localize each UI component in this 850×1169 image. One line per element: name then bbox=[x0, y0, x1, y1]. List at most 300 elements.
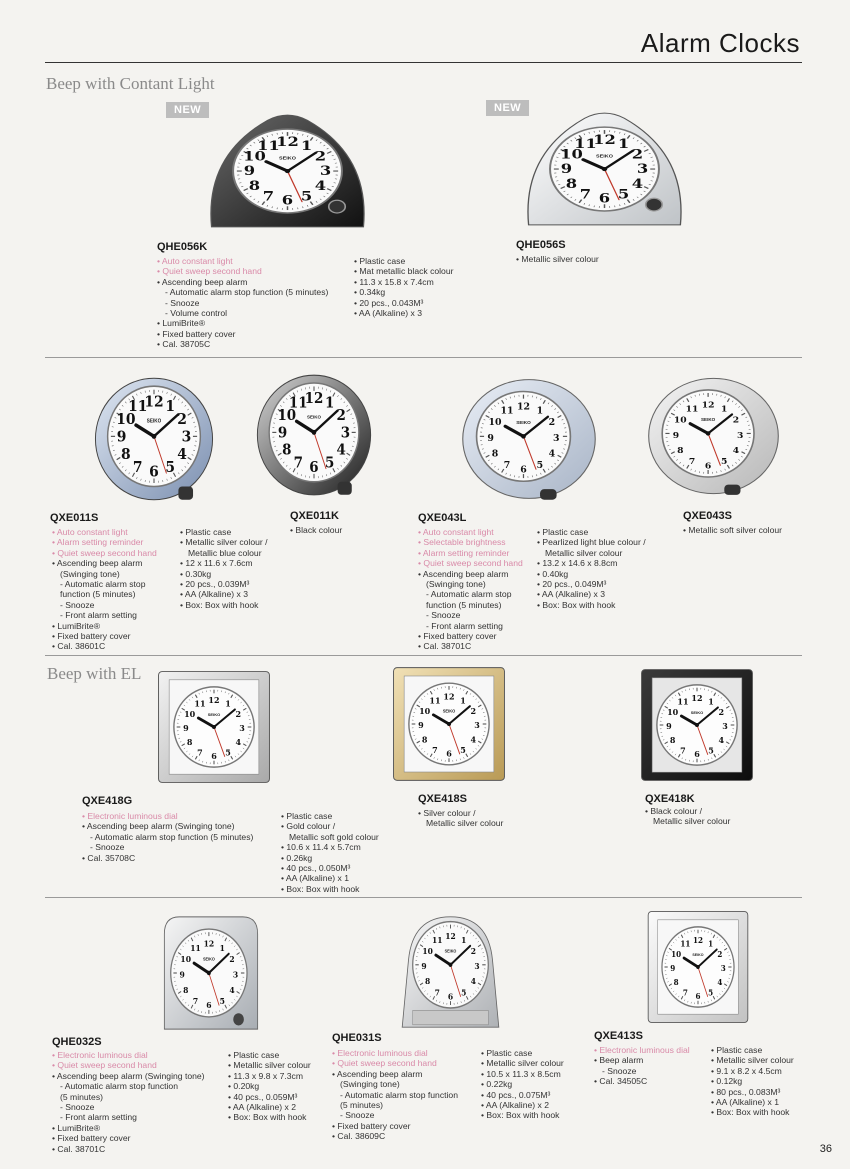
spec-line: • Metallic silver colour bbox=[711, 1055, 794, 1066]
dial-numeral: 8 bbox=[565, 176, 578, 192]
specs-QXE043S bbox=[683, 525, 782, 535]
section-rule bbox=[45, 655, 802, 656]
dial-numeral: 7 bbox=[579, 187, 592, 203]
spec-line: • 20 pcs., 0.039M³ bbox=[180, 579, 250, 590]
spec-line: • AA (Alkaline) x 3 bbox=[180, 589, 248, 600]
spec-line: • Plastic case bbox=[180, 527, 232, 537]
dial-numeral: 9 bbox=[418, 720, 424, 731]
spec-line: • Mat metallic black colour bbox=[354, 266, 454, 277]
spec-line: - Front alarm setting bbox=[426, 620, 503, 631]
spec-line: • 0.26kg bbox=[281, 852, 313, 863]
spec-line: • Auto constant light bbox=[52, 527, 128, 537]
dial-numeral: 1 bbox=[536, 405, 544, 417]
dial-numeral: 9 bbox=[421, 960, 427, 972]
dial-numeral: 7 bbox=[682, 987, 688, 998]
dial-numeral: 10 bbox=[488, 417, 502, 429]
specs-QXE011K bbox=[290, 525, 342, 535]
spec-line: • Plastic case bbox=[354, 256, 406, 266]
dial-numeral: 5 bbox=[708, 987, 714, 998]
dial-numeral: 7 bbox=[503, 460, 511, 471]
dial-numeral: 6 bbox=[598, 191, 611, 207]
spec-line: • Ascending beep alarm bbox=[157, 276, 248, 287]
spec-line: - Snooze bbox=[426, 610, 461, 621]
clock-image-QXE011K bbox=[255, 370, 373, 500]
spec-line: - Snooze bbox=[60, 1102, 95, 1113]
dial-numeral: 3 bbox=[722, 721, 728, 732]
spec-line: • 9.1 x 8.2 x 4.5cm bbox=[711, 1065, 782, 1076]
spec-line: • AA (Alkaline) x 3 bbox=[354, 308, 422, 319]
dial-numeral: 9 bbox=[666, 721, 672, 732]
dial-numeral: 11 bbox=[432, 934, 443, 946]
dial-numeral: 1 bbox=[708, 696, 714, 707]
brand-logo: SEIKO bbox=[279, 156, 296, 162]
spec-line: - Front alarm setting bbox=[60, 610, 137, 621]
spec-line: • Ascending beep alarm bbox=[418, 568, 509, 579]
spec-line: • Ascending beep alarm (Swinging tone) bbox=[52, 1070, 205, 1081]
dial-numeral: 6 bbox=[447, 990, 454, 1002]
spec-line: • Plastic case bbox=[281, 811, 333, 821]
dial-numeral: 12 bbox=[443, 691, 455, 702]
dial-numeral: 4 bbox=[732, 446, 740, 456]
features-QXE043L bbox=[418, 527, 523, 652]
dial-numeral: 8 bbox=[421, 734, 428, 745]
dial-numeral: 2 bbox=[718, 706, 725, 717]
spec-line: - Automatic alarm stop function bbox=[60, 1081, 178, 1092]
dial-numeral: 9 bbox=[183, 723, 189, 734]
dial-numeral: 8 bbox=[424, 975, 431, 987]
dial-numeral: 4 bbox=[229, 984, 235, 995]
spec-line: • Electronic luminous dial bbox=[594, 1045, 690, 1055]
spec-line: • 11.3 x 9.8 x 7.3cm bbox=[228, 1070, 303, 1081]
dial-numeral: 3 bbox=[474, 720, 480, 731]
spec-line: • Box: Box with hook bbox=[281, 883, 360, 894]
spec-line: - Automatic alarm stop function (5 minutes) bbox=[90, 831, 254, 842]
dial-numeral: 3 bbox=[319, 164, 332, 179]
spec-line: • Black colour / bbox=[645, 806, 702, 816]
dial-numeral: 11 bbox=[680, 939, 691, 949]
dial-numeral: 2 bbox=[235, 708, 242, 719]
spec-line: • 10.6 x 11.4 x 5.7cm bbox=[281, 842, 361, 853]
clock-image-QXE418G bbox=[155, 668, 273, 786]
dial-numeral: 12 bbox=[701, 400, 715, 411]
spec-line: • Plastic case bbox=[711, 1045, 763, 1055]
model-QHE056K: QHE056K bbox=[157, 241, 208, 253]
dial-numeral: 2 bbox=[314, 149, 327, 165]
dial-numeral: 9 bbox=[672, 430, 680, 441]
dial-numeral: 4 bbox=[470, 734, 477, 745]
spec-line: Metallic silver colour bbox=[545, 547, 623, 558]
spec-line: • Fixed battery cover bbox=[157, 328, 236, 339]
clock-image-QXE418S bbox=[390, 664, 508, 784]
dial-numeral: 12 bbox=[276, 134, 299, 150]
dial-numeral: 10 bbox=[116, 410, 136, 428]
spec-line: • Alarm setting reminder bbox=[418, 547, 510, 558]
spec-line: • AA (Alkaline) x 1 bbox=[281, 873, 349, 884]
spec-line: • 11.3 x 15.8 x 7.4cm bbox=[354, 276, 434, 287]
dial-numeral: 12 bbox=[516, 401, 531, 413]
brand-logo: SEIKO bbox=[307, 414, 321, 420]
spec-line: • 40 pcs., 0.059M³ bbox=[228, 1091, 298, 1102]
dial-numeral: 10 bbox=[184, 708, 196, 719]
clock-image-QHE056K bbox=[205, 105, 370, 232]
dial-numeral: 5 bbox=[225, 747, 231, 758]
dial-numeral: 3 bbox=[232, 968, 239, 980]
spec-line: • Pearlized light blue colour / bbox=[537, 537, 646, 548]
spec-line: • AA (Alkaline) x 3 bbox=[537, 589, 605, 600]
dial-numeral: 2 bbox=[732, 415, 740, 426]
dial-numeral: 8 bbox=[491, 448, 499, 460]
dial-numeral: 6 bbox=[309, 459, 319, 477]
dial-numeral: 5 bbox=[720, 457, 728, 468]
spec-line: • Box: Box with hook bbox=[180, 599, 259, 610]
spec-line: • 20 pcs., 0.043M³ bbox=[354, 297, 424, 308]
features-QHE031S bbox=[332, 1048, 458, 1142]
brand-logo: SEIKO bbox=[516, 419, 531, 425]
spec-line: • 0.20kg bbox=[228, 1081, 260, 1092]
dial-numeral: 11 bbox=[500, 405, 514, 417]
dial-numeral: 6 bbox=[694, 749, 700, 760]
spec-line: • 80 pcs., 0.083M³ bbox=[711, 1086, 781, 1097]
new-badge: NEW bbox=[166, 102, 209, 118]
spec-line: • Cal. 38701C bbox=[418, 641, 472, 652]
spec-line: • 12 x 11.6 x 7.6cm bbox=[180, 558, 253, 569]
dial-numeral: 1 bbox=[325, 394, 335, 412]
model-QXE011S: QXE011S bbox=[50, 512, 99, 524]
features-QXE413S bbox=[594, 1045, 690, 1087]
dial-numeral: 1 bbox=[225, 698, 231, 709]
dial-numeral: 11 bbox=[574, 136, 597, 152]
spec-line: • Ascending beep alarm (Swinging tone) bbox=[82, 821, 235, 832]
specs-QHE056K bbox=[354, 256, 453, 318]
dial-numeral: 1 bbox=[720, 404, 728, 415]
specs-QXE418G bbox=[281, 811, 379, 894]
spec-line: • Alarm setting reminder bbox=[52, 537, 144, 548]
dial-numeral: 3 bbox=[553, 433, 560, 444]
spec-line: Metallic blue colour bbox=[188, 547, 262, 558]
dial-numeral: 7 bbox=[434, 986, 440, 998]
spec-line: • LumiBrite® bbox=[157, 318, 206, 329]
dial-numeral: 12 bbox=[593, 132, 616, 148]
spec-line: - Automatic alarm stop bbox=[60, 579, 146, 590]
spec-line: • AA (Alkaline) x 2 bbox=[228, 1102, 296, 1113]
section-heading-beep-constant-light: Beep with Contant Light bbox=[46, 74, 215, 93]
dial-numeral: 6 bbox=[206, 999, 212, 1011]
dial-numeral: 12 bbox=[304, 390, 324, 407]
spec-line: Metallic soft gold colour bbox=[289, 831, 379, 842]
spec-line: • Silver colour / bbox=[418, 808, 476, 818]
specs-QHE032S bbox=[228, 1050, 311, 1123]
dial-numeral: 6 bbox=[281, 193, 294, 209]
spec-line: - Snooze bbox=[602, 1065, 637, 1076]
dial-numeral: 6 bbox=[149, 462, 159, 481]
dial-numeral: 3 bbox=[720, 963, 726, 974]
dial-numeral: 6 bbox=[704, 461, 712, 472]
dial-numeral: 9 bbox=[116, 427, 127, 446]
model-QXE011K: QXE011K bbox=[290, 510, 339, 522]
dial-numeral: 4 bbox=[336, 442, 346, 459]
spec-line: • Auto constant light bbox=[157, 256, 233, 266]
dial-numeral: 4 bbox=[314, 178, 327, 194]
specs-QHE031S bbox=[481, 1048, 564, 1121]
dial-numeral: 1 bbox=[461, 934, 467, 946]
spec-line: • Gold colour / bbox=[281, 821, 336, 832]
features-QHE056K bbox=[157, 256, 328, 350]
dial-numeral: 2 bbox=[470, 705, 477, 716]
dial-numeral: 1 bbox=[219, 942, 225, 953]
model-QXE413S: QXE413S bbox=[594, 1030, 643, 1042]
brand-logo: SEIKO bbox=[146, 419, 162, 425]
dial-numeral: 8 bbox=[669, 735, 676, 746]
dial-numeral: 1 bbox=[460, 695, 466, 706]
dial-numeral: 6 bbox=[520, 464, 527, 476]
dial-numeral: 1 bbox=[708, 939, 714, 949]
dial-numeral: 10 bbox=[419, 705, 431, 716]
dial-numeral: 12 bbox=[144, 392, 164, 411]
spec-line: • Metallic silver colour bbox=[516, 254, 599, 264]
spec-line: • 40 pcs., 0.050M³ bbox=[281, 863, 351, 874]
dial-numeral: 11 bbox=[257, 138, 280, 154]
page-title: Alarm Clocks bbox=[640, 28, 800, 58]
dial-numeral: 7 bbox=[262, 189, 275, 205]
spec-line: • Box: Box with hook bbox=[711, 1107, 790, 1118]
spec-line: • 0.22kg bbox=[481, 1079, 513, 1090]
model-QHE031S: QHE031S bbox=[332, 1032, 382, 1044]
spec-line: • Quiet sweep second hand bbox=[418, 558, 523, 569]
dial-numeral: 9 bbox=[243, 164, 256, 179]
dial-numeral: 5 bbox=[536, 460, 544, 471]
spec-line: • Beep alarm bbox=[594, 1055, 644, 1066]
dial-numeral: 10 bbox=[180, 953, 192, 965]
spec-line: • Electronic luminous dial bbox=[332, 1048, 428, 1058]
title-rule bbox=[45, 62, 802, 63]
section-rule bbox=[45, 357, 802, 358]
dial-numeral: 10 bbox=[673, 415, 687, 426]
clock-image-QXE418K bbox=[638, 666, 756, 784]
spec-line: • Quiet sweep second hand bbox=[332, 1058, 437, 1069]
spec-line: • Plastic case bbox=[481, 1048, 533, 1058]
spec-line: (5 minutes) bbox=[340, 1100, 383, 1111]
spec-line: • Ascending beep alarm bbox=[52, 558, 143, 569]
spec-line: • Cal. 38609C bbox=[332, 1131, 386, 1142]
dial-numeral: 2 bbox=[548, 417, 556, 429]
specs-QXE413S bbox=[711, 1045, 794, 1118]
dial-numeral: 12 bbox=[692, 935, 704, 946]
clock-image-QHE032S bbox=[158, 912, 264, 1034]
dial-numeral: 7 bbox=[680, 745, 686, 756]
spec-line: • Quiet sweep second hand bbox=[52, 547, 157, 558]
spec-line: • Fixed battery cover bbox=[52, 631, 131, 642]
dial-numeral: 11 bbox=[190, 942, 201, 953]
dial-numeral: 5 bbox=[165, 458, 176, 476]
dial-numeral: 8 bbox=[186, 737, 193, 748]
dial-numeral: 4 bbox=[235, 737, 242, 748]
brand-logo: SEIKO bbox=[202, 956, 215, 962]
spec-line: (Swinging tone) bbox=[60, 568, 120, 579]
dial-numeral: 7 bbox=[132, 458, 143, 476]
dial-numeral: 5 bbox=[300, 189, 313, 205]
dial-numeral: 12 bbox=[445, 930, 456, 942]
dial-numeral: 4 bbox=[548, 448, 556, 460]
spec-line: - Automatic alarm stop function bbox=[340, 1089, 458, 1100]
spec-line: • Cal. 34505C bbox=[594, 1076, 648, 1087]
spec-line: • Metallic silver colour / bbox=[180, 537, 268, 548]
dial-numeral: 5 bbox=[617, 187, 630, 203]
spec-line: • AA (Alkaline) x 1 bbox=[711, 1097, 779, 1108]
model-QXE043S: QXE043S bbox=[683, 510, 732, 522]
specs-QXE043L bbox=[537, 527, 646, 610]
dial-numeral: 8 bbox=[282, 442, 292, 459]
dial-numeral: 7 bbox=[197, 747, 203, 758]
dial-numeral: 2 bbox=[229, 953, 235, 965]
spec-line: • Box: Box with hook bbox=[537, 599, 616, 610]
dial-numeral: 5 bbox=[219, 995, 225, 1007]
dial-numeral: 9 bbox=[560, 162, 573, 177]
dial-numeral: 7 bbox=[293, 454, 303, 472]
spec-line: • Selectable brightness bbox=[418, 537, 506, 548]
dial-numeral: 3 bbox=[636, 162, 649, 177]
dial-numeral: 2 bbox=[177, 410, 187, 428]
dial-numeral: 5 bbox=[460, 744, 466, 755]
spec-line: - Snooze bbox=[165, 297, 200, 308]
spec-line: • Metallic soft silver colour bbox=[683, 525, 783, 535]
dial-numeral: 1 bbox=[300, 138, 313, 154]
section-heading-beep-el: Beep with EL bbox=[47, 664, 142, 683]
spec-line: - Front alarm setting bbox=[60, 1112, 137, 1123]
spec-line: (Swinging tone) bbox=[340, 1079, 400, 1090]
spec-line: • 0.30kg bbox=[180, 568, 212, 579]
dial-numeral: 4 bbox=[470, 975, 477, 987]
dial-numeral: 8 bbox=[677, 446, 684, 456]
spec-line: function (5 minutes) bbox=[426, 599, 502, 610]
spec-line: • LumiBrite® bbox=[52, 1122, 101, 1133]
dial-numeral: 7 bbox=[192, 995, 199, 1007]
dial-numeral: 3 bbox=[181, 427, 192, 446]
dial-numeral: 12 bbox=[691, 692, 703, 703]
dial-numeral: 5 bbox=[708, 745, 714, 756]
dial-numeral: 2 bbox=[470, 945, 477, 957]
dial-numeral: 9 bbox=[179, 968, 185, 980]
dial-numeral: 6 bbox=[695, 991, 701, 1002]
spec-line: • 0.12kg bbox=[711, 1076, 743, 1087]
spec-line: (5 minutes) bbox=[60, 1091, 103, 1102]
dial-numeral: 11 bbox=[288, 394, 308, 412]
dial-numeral: 11 bbox=[128, 397, 148, 416]
spec-line: • Fixed battery cover bbox=[52, 1133, 131, 1144]
dial-numeral: 5 bbox=[461, 986, 467, 998]
spec-line: • Cal. 35708C bbox=[82, 852, 136, 863]
dial-numeral: 10 bbox=[243, 149, 266, 165]
clock-image-QHE031S bbox=[398, 912, 503, 1032]
spec-line: • 10.5 x 11.3 x 8.5cm bbox=[481, 1068, 561, 1079]
spec-line: - Snooze bbox=[60, 599, 95, 610]
dial-numeral: 10 bbox=[422, 945, 433, 957]
dial-numeral: 7 bbox=[688, 457, 696, 468]
dial-numeral: 8 bbox=[183, 984, 189, 995]
dial-numeral: 10 bbox=[671, 949, 682, 960]
spec-line: • Electronic luminous dial bbox=[52, 1050, 148, 1060]
spec-line: • 0.40kg bbox=[537, 568, 569, 579]
dial-numeral: 11 bbox=[194, 698, 206, 709]
spec-line: - Snooze bbox=[90, 842, 125, 853]
spec-line: • LumiBrite® bbox=[52, 620, 101, 631]
dial-numeral: 4 bbox=[718, 735, 725, 746]
dial-numeral: 6 bbox=[211, 751, 217, 762]
spec-line: • Box: Box with hook bbox=[228, 1112, 307, 1123]
clock-image-QHE056S bbox=[522, 103, 687, 230]
specs-QHE056S bbox=[516, 254, 599, 264]
brand-logo: SEIKO bbox=[596, 154, 613, 160]
spec-line: Metallic silver colour bbox=[653, 816, 731, 827]
dial-numeral: 12 bbox=[208, 694, 220, 705]
dial-numeral: 3 bbox=[474, 960, 480, 972]
dial-numeral: 6 bbox=[446, 748, 452, 759]
features-QHE032S bbox=[52, 1050, 205, 1154]
dial-numeral: 2 bbox=[717, 949, 723, 960]
specs-QXE011S bbox=[180, 527, 268, 610]
spec-line: • Quiet sweep second hand bbox=[52, 1060, 157, 1071]
brand-logo: SEIKO bbox=[444, 948, 457, 954]
brand-logo: SEIKO bbox=[690, 709, 704, 715]
features-QXE011S bbox=[52, 527, 157, 652]
spec-line: • Plastic case bbox=[228, 1050, 280, 1060]
dial-numeral: 9 bbox=[277, 424, 288, 442]
dial-numeral: 11 bbox=[677, 696, 689, 707]
spec-line: • Cal. 38601C bbox=[52, 641, 106, 652]
brand-logo: SEIKO bbox=[442, 708, 456, 714]
dial-numeral: 9 bbox=[670, 963, 676, 974]
spec-line: - Snooze bbox=[340, 1110, 375, 1121]
spec-line: • Cal. 38705C bbox=[157, 339, 211, 350]
brand-logo: SEIKO bbox=[207, 711, 221, 717]
features-QXE418G bbox=[82, 811, 253, 863]
spec-line: - Automatic alarm stop function (5 minutes) bbox=[165, 287, 329, 298]
spec-line: • 0.34kg bbox=[354, 287, 386, 298]
dial-numeral: 4 bbox=[631, 176, 644, 192]
clock-image-QXE043S bbox=[646, 372, 781, 500]
dial-numeral: 10 bbox=[560, 147, 583, 163]
spec-line: • Fixed battery cover bbox=[418, 631, 497, 642]
new-badge: NEW bbox=[486, 100, 529, 116]
dial-numeral: 2 bbox=[336, 407, 346, 425]
dial-numeral: 12 bbox=[203, 938, 215, 949]
dial-numeral: 10 bbox=[277, 407, 297, 425]
spec-line: • Auto constant light bbox=[418, 527, 494, 537]
spec-line: • AA (Alkaline) x 2 bbox=[481, 1100, 549, 1111]
dial-numeral: 8 bbox=[673, 977, 679, 988]
brand-logo: SEIKO bbox=[700, 417, 716, 423]
dial-numeral: 8 bbox=[121, 445, 131, 464]
model-QHE032S: QHE032S bbox=[52, 1036, 102, 1048]
spec-line: • Metallic silver colour bbox=[481, 1058, 564, 1069]
dial-numeral: 2 bbox=[631, 147, 644, 163]
spec-line: • Electronic luminous dial bbox=[82, 811, 178, 821]
spec-line: - Automatic alarm stop bbox=[426, 589, 512, 600]
dial-numeral: 3 bbox=[340, 424, 351, 442]
dial-numeral: 1 bbox=[617, 136, 630, 152]
page-number: 36 bbox=[819, 1143, 832, 1155]
clock-image-QXE413S bbox=[645, 908, 751, 1026]
spec-line: function (5 minutes) bbox=[60, 589, 136, 600]
model-QXE418S: QXE418S bbox=[418, 793, 467, 805]
specs-QXE418S bbox=[418, 808, 503, 829]
spec-line: • Plastic case bbox=[537, 527, 589, 537]
model-QHE056S: QHE056S bbox=[516, 239, 566, 251]
spec-line: • Fixed battery cover bbox=[332, 1120, 411, 1131]
model-QXE043L: QXE043L bbox=[418, 512, 467, 524]
dial-numeral: 5 bbox=[325, 454, 335, 472]
specs-QXE418K bbox=[645, 806, 730, 827]
spec-line: • Ascending beep alarm bbox=[332, 1068, 423, 1079]
